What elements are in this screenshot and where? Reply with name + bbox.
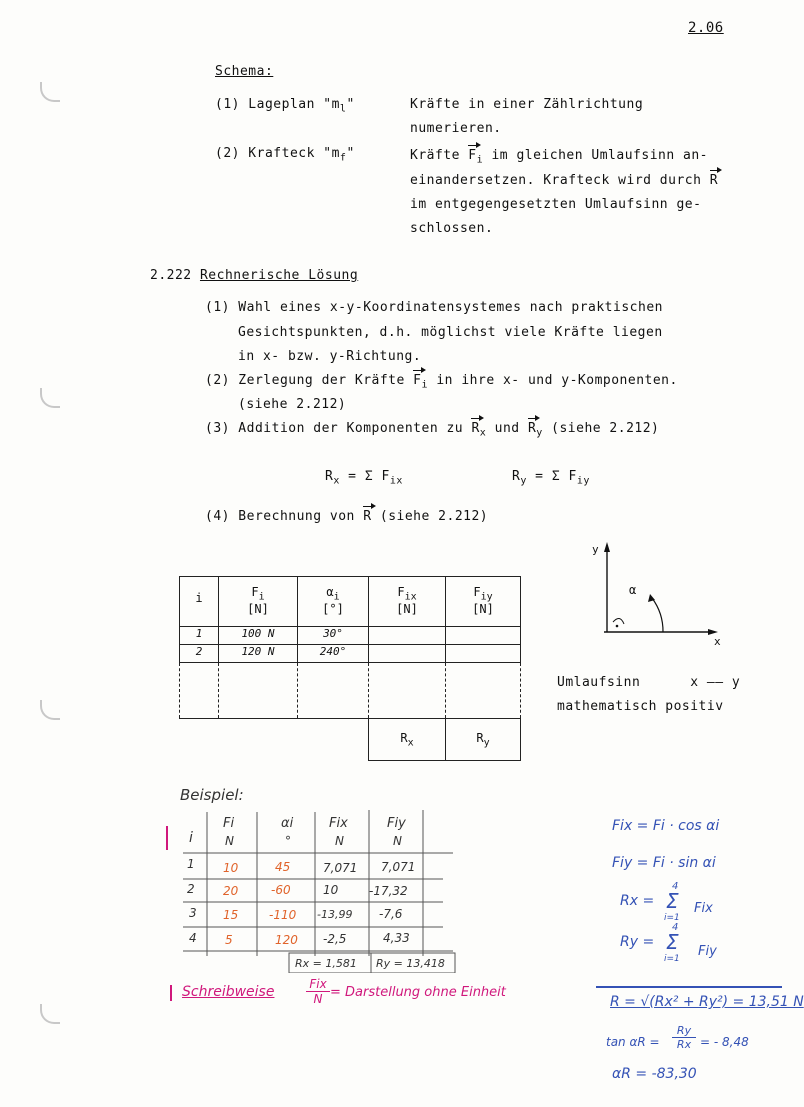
ex-cell: 3 bbox=[189, 906, 197, 920]
punch-hole-mark bbox=[40, 388, 60, 408]
ex-cell: 4 bbox=[189, 931, 197, 945]
ex-header-alpha-unit: ° bbox=[285, 834, 291, 848]
formula-r-magnitude: R = √(Rx² + Ry²) = 13,51 N bbox=[610, 994, 804, 1010]
ex-cell: 10 bbox=[323, 883, 339, 897]
ex-cell: 20 bbox=[223, 884, 239, 898]
formula-fix: Fix = Fi · cos αi bbox=[612, 818, 720, 834]
page-number: 2.06 bbox=[688, 20, 724, 36]
formula-ry-top: 4 bbox=[672, 922, 679, 933]
example-title: Beispiel: bbox=[180, 786, 244, 804]
punch-hole-mark bbox=[40, 700, 60, 720]
equation-ry: $R_y = \Sigma$ $F_{iy}$ bbox=[512, 469, 590, 487]
cell bbox=[446, 663, 521, 719]
note-label: Schreibweise bbox=[182, 984, 275, 1000]
ex-header-fix: Fix bbox=[329, 816, 348, 831]
punch-hole-mark bbox=[40, 82, 60, 102]
schema-item2-text4: schlossen. bbox=[410, 221, 494, 236]
cell: 30° bbox=[298, 627, 369, 645]
header-fiy: $F_{iy}$ [N] bbox=[446, 577, 521, 627]
formula-ry: Ry = bbox=[620, 934, 655, 950]
alpha-label: α bbox=[629, 583, 637, 597]
cell bbox=[446, 627, 521, 645]
note-text: = Darstellung ohne Einheit bbox=[330, 985, 506, 1000]
header-fi: $F_i$ [N] bbox=[219, 577, 298, 627]
table-row bbox=[180, 627, 521, 645]
coordinate-diagram bbox=[580, 540, 740, 650]
table-row bbox=[180, 645, 521, 663]
cell bbox=[369, 627, 446, 645]
cell bbox=[298, 663, 369, 719]
ex-cell: -17,32 bbox=[369, 884, 408, 898]
cell bbox=[180, 719, 369, 761]
step2-line1: (2) Zerlegung der Kräfte $F_i$ in ihre x- und y-Komponenten. bbox=[205, 373, 678, 391]
right-angle-mark bbox=[613, 618, 624, 624]
formula-tan-fraction: Ry Rx bbox=[672, 1024, 696, 1051]
y-axis-label: y bbox=[592, 543, 600, 556]
ex-cell: 45 bbox=[275, 860, 291, 874]
cell bbox=[369, 663, 446, 719]
ex-cell: -60 bbox=[271, 883, 291, 897]
ex-cell: 1 bbox=[187, 857, 195, 871]
ex-sum-rx: Rx = 1,581 bbox=[295, 957, 357, 970]
section-heading: 2.222 Rechnerische Lösung bbox=[150, 268, 359, 283]
header-alpha: $\alpha_i$ [°] bbox=[298, 577, 369, 627]
formula-ry-sum: Σ bbox=[666, 930, 679, 954]
table-header-row bbox=[180, 577, 521, 627]
formula-ry-rhs: Fiy bbox=[698, 944, 717, 959]
ex-cell: -110 bbox=[269, 908, 297, 922]
cell: 240° bbox=[298, 645, 369, 663]
ex-cell: 7,071 bbox=[323, 861, 358, 875]
formula-rx-bottom: i=1 bbox=[664, 913, 680, 923]
schema-title: Schema: bbox=[215, 64, 274, 79]
ex-header-alpha: αi bbox=[281, 816, 294, 831]
formula-tan: tan αR = bbox=[606, 1035, 660, 1049]
formula-tan-rhs: = - 8,48 bbox=[700, 1035, 749, 1049]
cell bbox=[219, 663, 298, 719]
ex-cell: -7,6 bbox=[379, 907, 403, 921]
punch-hole-mark bbox=[40, 1004, 60, 1024]
ex-sum-ry: Ry = 13,418 bbox=[376, 957, 445, 970]
formula-rx: Rx = bbox=[620, 893, 655, 909]
ex-header-fiy-unit: N bbox=[393, 834, 402, 848]
footer-ry: $R_y$ bbox=[446, 719, 521, 761]
rotation-caption: Umlaufsinn x —— y bbox=[557, 675, 741, 690]
cell: 100 N bbox=[219, 627, 298, 645]
schema-item1-label: (1) Lageplan "$m_l$" bbox=[215, 97, 355, 115]
rotation-caption2: mathematisch positiv bbox=[557, 699, 724, 714]
step3-line: (3) Addition der Komponenten zu $R_x$ und $R_y$ (siehe 2.212) bbox=[205, 421, 660, 439]
ex-cell: -13,99 bbox=[317, 908, 353, 921]
step2-line2: (siehe 2.212) bbox=[238, 397, 347, 412]
ex-cell: 7,071 bbox=[381, 860, 416, 874]
step1-line2: Gesichtspunkten, d.h. möglichst viele Kräfte liegen bbox=[238, 325, 663, 340]
schema-item2-text3: im entgegengesetzten Umlaufsinn ge- bbox=[410, 197, 702, 212]
cell bbox=[446, 645, 521, 663]
cell: 2 bbox=[180, 645, 219, 663]
cell: 120 N bbox=[219, 645, 298, 663]
component-table bbox=[179, 576, 521, 761]
formula-fiy: Fiy = Fi · sin αi bbox=[612, 855, 716, 871]
ex-cell: 15 bbox=[223, 908, 239, 922]
margin-mark bbox=[166, 826, 168, 850]
dot bbox=[616, 625, 619, 628]
table-footer-row bbox=[180, 719, 521, 761]
step1-line3: in x- bzw. y-Richtung. bbox=[238, 349, 422, 364]
margin-mark bbox=[170, 985, 172, 1001]
formula-ry-bottom: i=1 bbox=[664, 954, 680, 964]
note-fraction: Fix N bbox=[306, 977, 330, 1006]
ex-header-fi-unit: N bbox=[225, 834, 234, 848]
schema-item1-text: Kräfte in einer Zählrichtung bbox=[410, 97, 644, 112]
ex-header-fix-unit: N bbox=[335, 834, 344, 848]
ex-header-i: i bbox=[189, 830, 193, 846]
ex-cell: 5 bbox=[225, 933, 233, 947]
formula-alpha-r: αR = -83,30 bbox=[612, 1066, 697, 1082]
header-i: i bbox=[180, 577, 219, 627]
ex-cell: 120 bbox=[275, 933, 298, 947]
schema-item2-text: Kräfte $F_i$ im gleichen Umlaufsinn an- bbox=[410, 148, 708, 166]
y-arrow-head bbox=[604, 542, 610, 552]
formula-divider bbox=[596, 986, 782, 988]
cell bbox=[369, 645, 446, 663]
ex-cell: -2,5 bbox=[323, 932, 347, 946]
schema-item2-text2: einandersetzen. Krafteck wird durch R bbox=[410, 173, 719, 188]
ex-cell: 2 bbox=[187, 882, 195, 896]
ex-header-fi: Fi bbox=[223, 816, 235, 831]
formula-rx-sum: Σ bbox=[666, 889, 679, 913]
footer-rx: $R_x$ bbox=[369, 719, 446, 761]
table-row bbox=[180, 663, 521, 719]
step4-line: (4) Berechnung von R (siehe 2.212) bbox=[205, 509, 489, 524]
angle-arc bbox=[652, 598, 663, 632]
header-fix: $F_{ix}$ [N] bbox=[369, 577, 446, 627]
formula-rx-top: 4 bbox=[672, 881, 679, 892]
equation-rx: $R_x = \Sigma$ $F_{ix}$ bbox=[325, 469, 403, 487]
schema-item1-text2: numerieren. bbox=[410, 121, 502, 136]
cell: 1 bbox=[180, 627, 219, 645]
cell bbox=[180, 663, 219, 719]
step1-line1: (1) Wahl eines x-y-Koordinatensystemes nach praktischen bbox=[205, 300, 663, 315]
ex-cell: 4,33 bbox=[383, 931, 410, 945]
ex-cell: 10 bbox=[223, 861, 239, 875]
schema-item2-label: (2) Krafteck "$m_f$" bbox=[215, 146, 355, 164]
ex-header-fiy: Fiy bbox=[387, 816, 406, 831]
x-axis-label: x bbox=[714, 635, 722, 648]
formula-rx-rhs: Fix bbox=[694, 901, 713, 916]
